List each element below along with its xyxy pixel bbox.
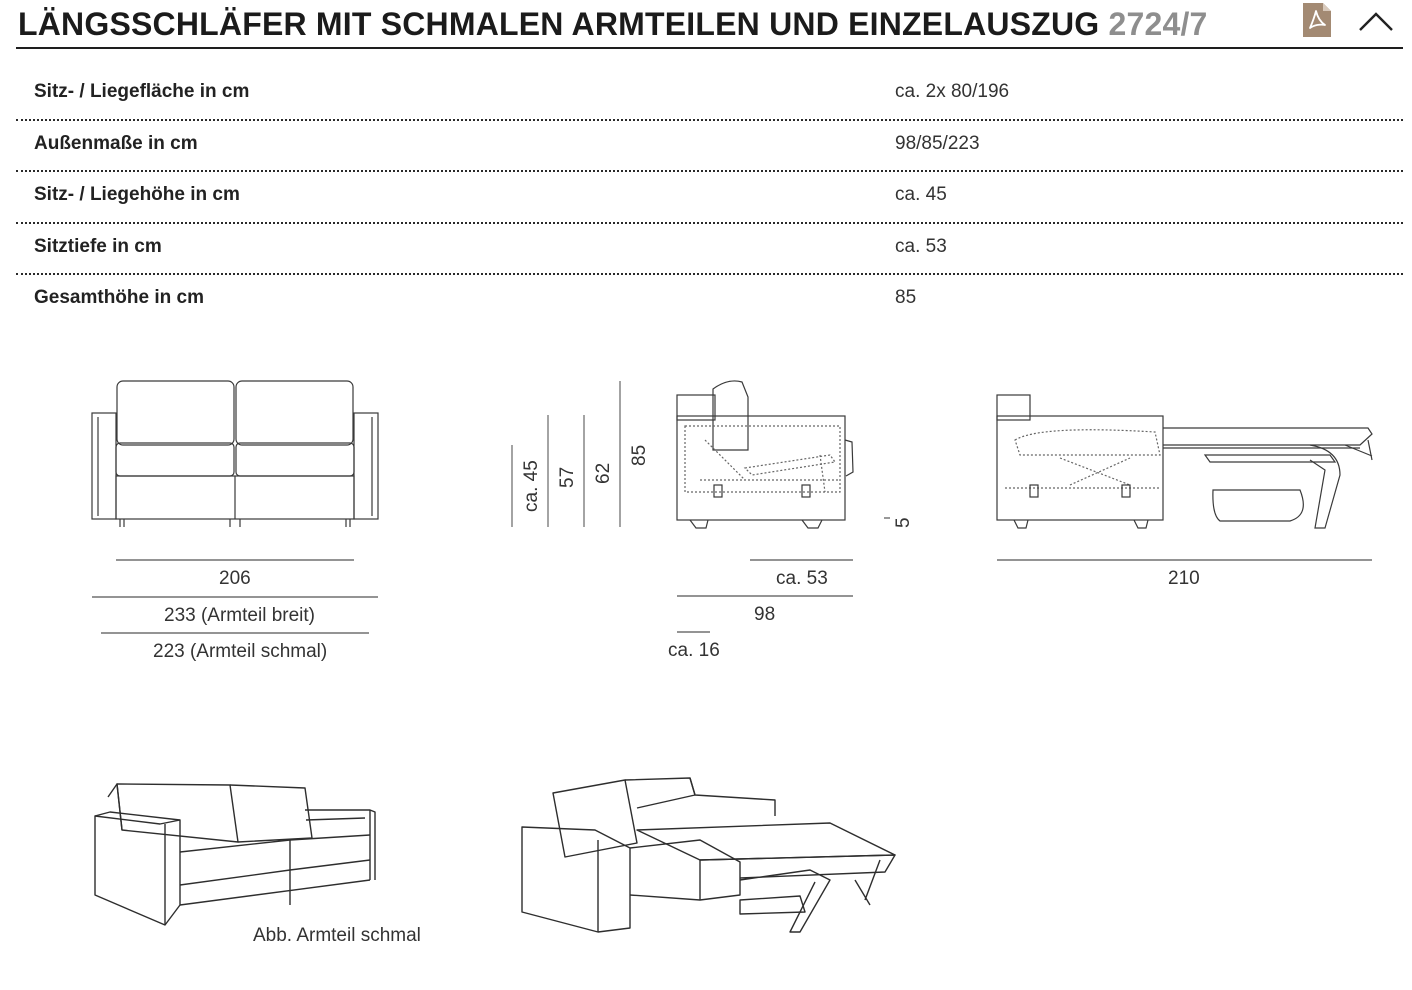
dim-height-85: 85 [629, 444, 650, 466]
dim-front-width-wide-arm: 233 (Armteil breit) [164, 605, 315, 626]
spec-row [16, 121, 1403, 173]
spec-value: 85 [895, 287, 917, 308]
spec-label: Gesamthöhe in cm [34, 287, 204, 308]
spec-value: 98/85/223 [895, 132, 980, 154]
spec-value: ca. 45 [895, 184, 947, 205]
chevron-up-icon [1356, 4, 1396, 36]
narrow-arm-caption: Abb. Armteil schmal [253, 925, 421, 946]
dim-front-width-narrow-arm: 223 (Armteil schmal) [153, 641, 328, 662]
dim-leg-height: 5 [893, 517, 914, 528]
section-title [18, 6, 1208, 43]
spec-row [16, 224, 1403, 276]
dim-height-62: 62 [593, 462, 614, 484]
product-title: LÄNGSSCHLÄFER MIT SCHMALEN ARMTEILEN UND EINZELAUSZUG [18, 6, 1100, 42]
spec-table [16, 69, 1403, 325]
spec-row [16, 275, 1403, 325]
dim-bed-length: 210 [1168, 568, 1200, 589]
dim-seat-height: ca. 45 [521, 460, 542, 512]
dim-height-57: 57 [557, 466, 578, 488]
section-header [16, 0, 1403, 49]
dim-front-width: 206 [219, 568, 251, 589]
spec-row [16, 69, 1403, 121]
product-code: 2724/7 [1108, 6, 1208, 42]
spec-value: ca. 2x 80/196 [895, 81, 1010, 102]
spec-label: Außenmaße in cm [34, 132, 198, 154]
spec-row [16, 172, 1403, 224]
collapse-button[interactable] [1356, 4, 1396, 36]
spec-label: Sitztiefe in cm [34, 235, 162, 257]
dim-seat-depth: ca. 53 [776, 568, 828, 589]
spec-label: Sitz- / Liegefläche in cm [34, 81, 250, 102]
dim-side-depth: 98 [754, 604, 776, 625]
pdf-download-button[interactable] [1303, 3, 1331, 37]
spec-value: ca. 53 [895, 235, 947, 257]
pdf-file-icon [1303, 3, 1331, 37]
spec-label: Sitz- / Liegehöhe in cm [34, 184, 240, 205]
dim-arm-width: ca. 16 [668, 640, 720, 661]
